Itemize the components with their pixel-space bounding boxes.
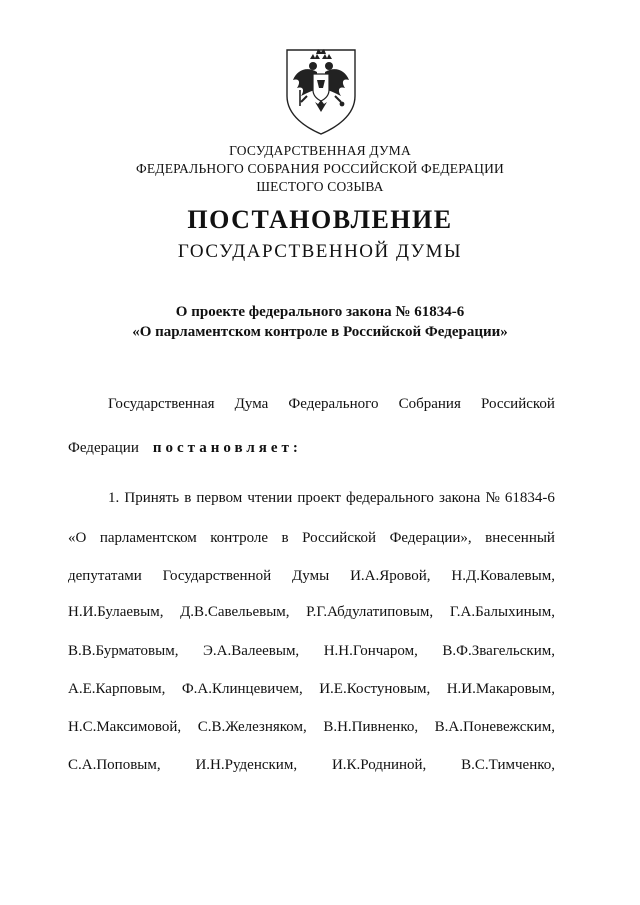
word: Р.Г.Абдулатиповым, (306, 604, 434, 620)
subject-line-1: О проекте федерального закона № 61834-6 (175, 304, 465, 320)
word: «О (68, 530, 87, 546)
word: Г.А.Балыхиным, (449, 604, 555, 620)
word: 61834-6 (504, 490, 555, 506)
word: Д.В.Савельевым, (180, 604, 290, 620)
word: Государственной (162, 568, 272, 584)
word: Принять (124, 490, 180, 506)
header-line-federal-assembly: ФЕДЕРАЛЬНОГО СОБРАНИЯ РОССИЙСКОЙ ФЕДЕРАЦИИ (136, 161, 504, 176)
word: Ф.А.Клинцевичем, (181, 681, 303, 697)
word: в (184, 490, 192, 506)
word: Собрания (398, 396, 461, 412)
word: Н.Н.Гончаром, (323, 643, 418, 659)
item1-line-6 (68, 681, 555, 698)
word: Федерации», (389, 530, 472, 546)
preamble-line-2 (68, 440, 555, 457)
item1-line-7 (68, 719, 555, 736)
header-line-convocation: ШЕСТОГО СОЗЫВА (256, 179, 384, 194)
word: В.Н.Пивненко, (323, 719, 419, 735)
word: Российской (302, 530, 377, 546)
word: контроле (210, 530, 269, 546)
word: Н.С.Максимовой, (68, 719, 182, 735)
word: Н.Д.Ковалевым, (451, 568, 555, 584)
word: федерального (346, 490, 434, 506)
word: Государственная (108, 396, 215, 412)
word: И.А.Яровой, (350, 568, 431, 584)
item1-line-1 (108, 490, 555, 507)
word: Н.И.Булаевым, (68, 604, 164, 620)
word: Российской (481, 396, 555, 412)
word: В.С.Тимченко, (461, 757, 555, 773)
word: С.А.Поповым, (68, 757, 161, 773)
word: И.Е.Костуновым, (319, 681, 431, 697)
word: закона (439, 490, 481, 506)
word: Э.А.Валеевым, (202, 643, 300, 659)
word: проект (297, 490, 341, 506)
word: А.Е.Карповым, (68, 681, 166, 697)
coat-of-arms-emblem (283, 46, 359, 136)
word: Н.И.Макаровым, (446, 681, 555, 697)
word: Думы (292, 568, 330, 584)
word: И.К.Родниной, (331, 757, 427, 773)
item1-line-2 (68, 530, 555, 547)
document-subtitle: ГОСУДАРСТВЕННОЙ ДУМЫ (177, 241, 463, 262)
item1-line-5 (68, 643, 555, 660)
word: Федерального (288, 396, 379, 412)
item1-line-8 (68, 757, 555, 774)
document-title: ПОСТАНОВЛЕНИЕ (187, 205, 453, 234)
item1-line-3 (68, 568, 555, 585)
word: В.Ф.Звагельским, (442, 643, 555, 659)
word: депутатами (68, 568, 142, 584)
decree-verb: постановляет: (152, 440, 302, 456)
word: Дума (234, 396, 269, 412)
word: С.В.Железняком, (197, 719, 307, 735)
word: В.А.Поневежским, (434, 719, 555, 735)
word: внесенный (485, 530, 555, 546)
header-line-duma: ГОСУДАРСТВЕННАЯ ДУМА (229, 143, 411, 158)
word: первом (196, 490, 243, 506)
word: № (485, 490, 500, 506)
word: 1. (108, 490, 120, 506)
preamble-line-1 (108, 396, 555, 413)
word: в (281, 530, 289, 546)
word: И.Н.Руденским, (195, 757, 298, 773)
word: В.В.Бурматовым, (68, 643, 179, 659)
subject-line-2: «О парламентском контроле в Российской Федерации» (132, 324, 508, 340)
word: Федерации (68, 440, 139, 456)
word: чтении (247, 490, 293, 506)
item1-line-4 (68, 604, 555, 621)
word: парламентском (99, 530, 197, 546)
